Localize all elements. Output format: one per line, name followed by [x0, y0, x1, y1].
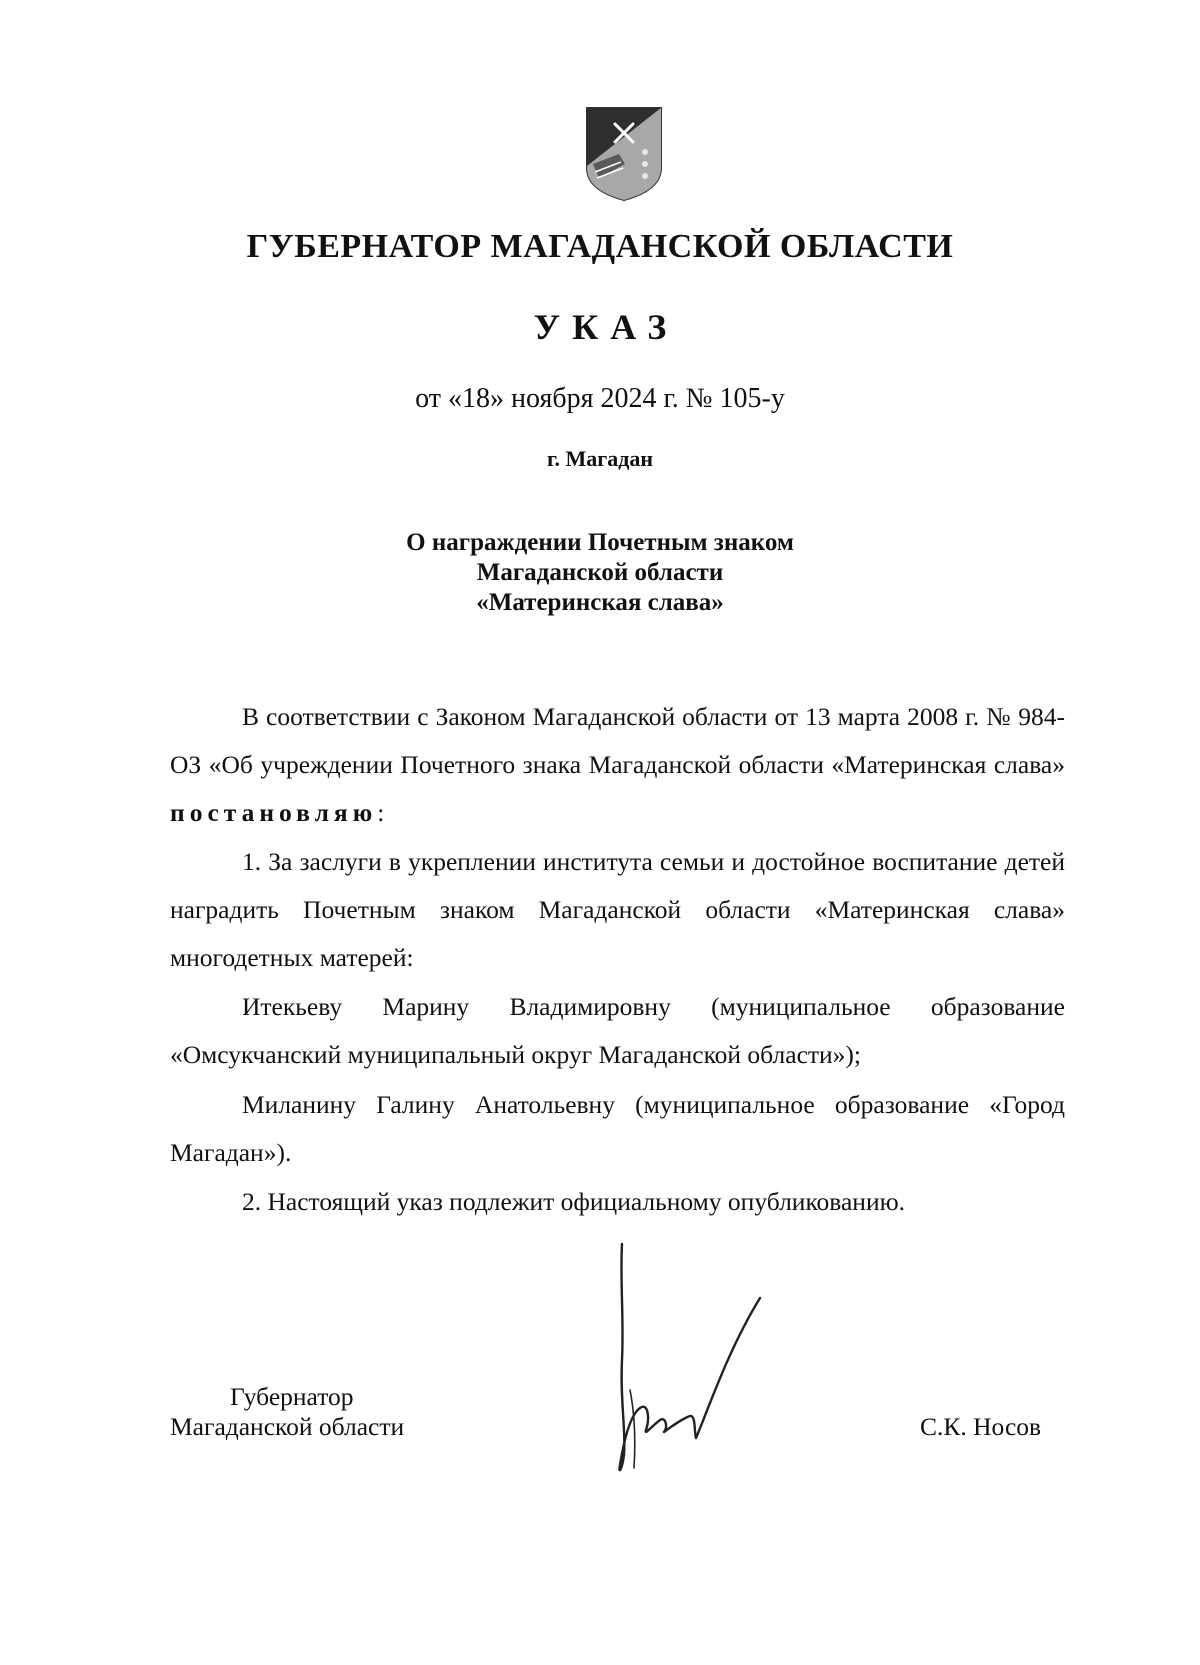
awardee-2-text: Миланину Галину Анатольевну (муниципальное образование «Город Магадан»). [170, 1090, 1065, 1167]
issuing-authority: ГУБЕРНАТОР МАГАДАНСКОЙ ОБЛАСТИ [246, 228, 954, 265]
signatory-title-line: Губернатор [230, 1382, 354, 1411]
awardee-1-paragraph [170, 983, 1065, 1079]
document-type: УКАЗ [533, 307, 679, 347]
item-2-text: 2. Настоящий указ подлежит официальному опубликованию. [242, 1187, 906, 1216]
item-1-text: 1. За заслуги в укреплении института семьи и достойное воспитание детей наградить Почетным знаком Магаданской области «Материнская слава» многодетных матерей: [170, 847, 1065, 972]
intro-end: : [377, 798, 385, 827]
awardee-2-paragraph [170, 1081, 1065, 1177]
intro-paragraph [170, 693, 1065, 837]
subject-line: Магаданской области [476, 559, 724, 586]
date-and-number: от «18» ноября 2024 г. № 105-у [415, 383, 785, 414]
signature-icon [600, 1240, 820, 1480]
subject-line: «Материнская слава» [476, 589, 724, 616]
signatory-title-line: Магаданской области [170, 1412, 405, 1441]
item-2-paragraph [170, 1178, 1065, 1226]
decree-verb: постановляю [170, 798, 378, 827]
item-1-paragraph [170, 838, 1065, 982]
document-subject [0, 528, 1200, 618]
coat-of-arms-icon [585, 106, 663, 202]
awardee-1-text: Итекьеву Марину Владимировну (муниципальное образование «Омсукчанский муниципальный округ Магаданской области»); [170, 992, 1065, 1069]
place-of-issue: г. Магадан [546, 446, 654, 471]
signatory-title [170, 1382, 404, 1442]
subject-line: О награждении Почетным знаком [406, 529, 794, 556]
signatory-name: С.К. Носов [920, 1412, 1042, 1441]
intro-text: В соответствии с Законом Магаданской области от 13 марта 2008 г. № 984-ОЗ «Об учреждении Почетного знака Магаданской области «Материнская слава» [170, 702, 1065, 779]
